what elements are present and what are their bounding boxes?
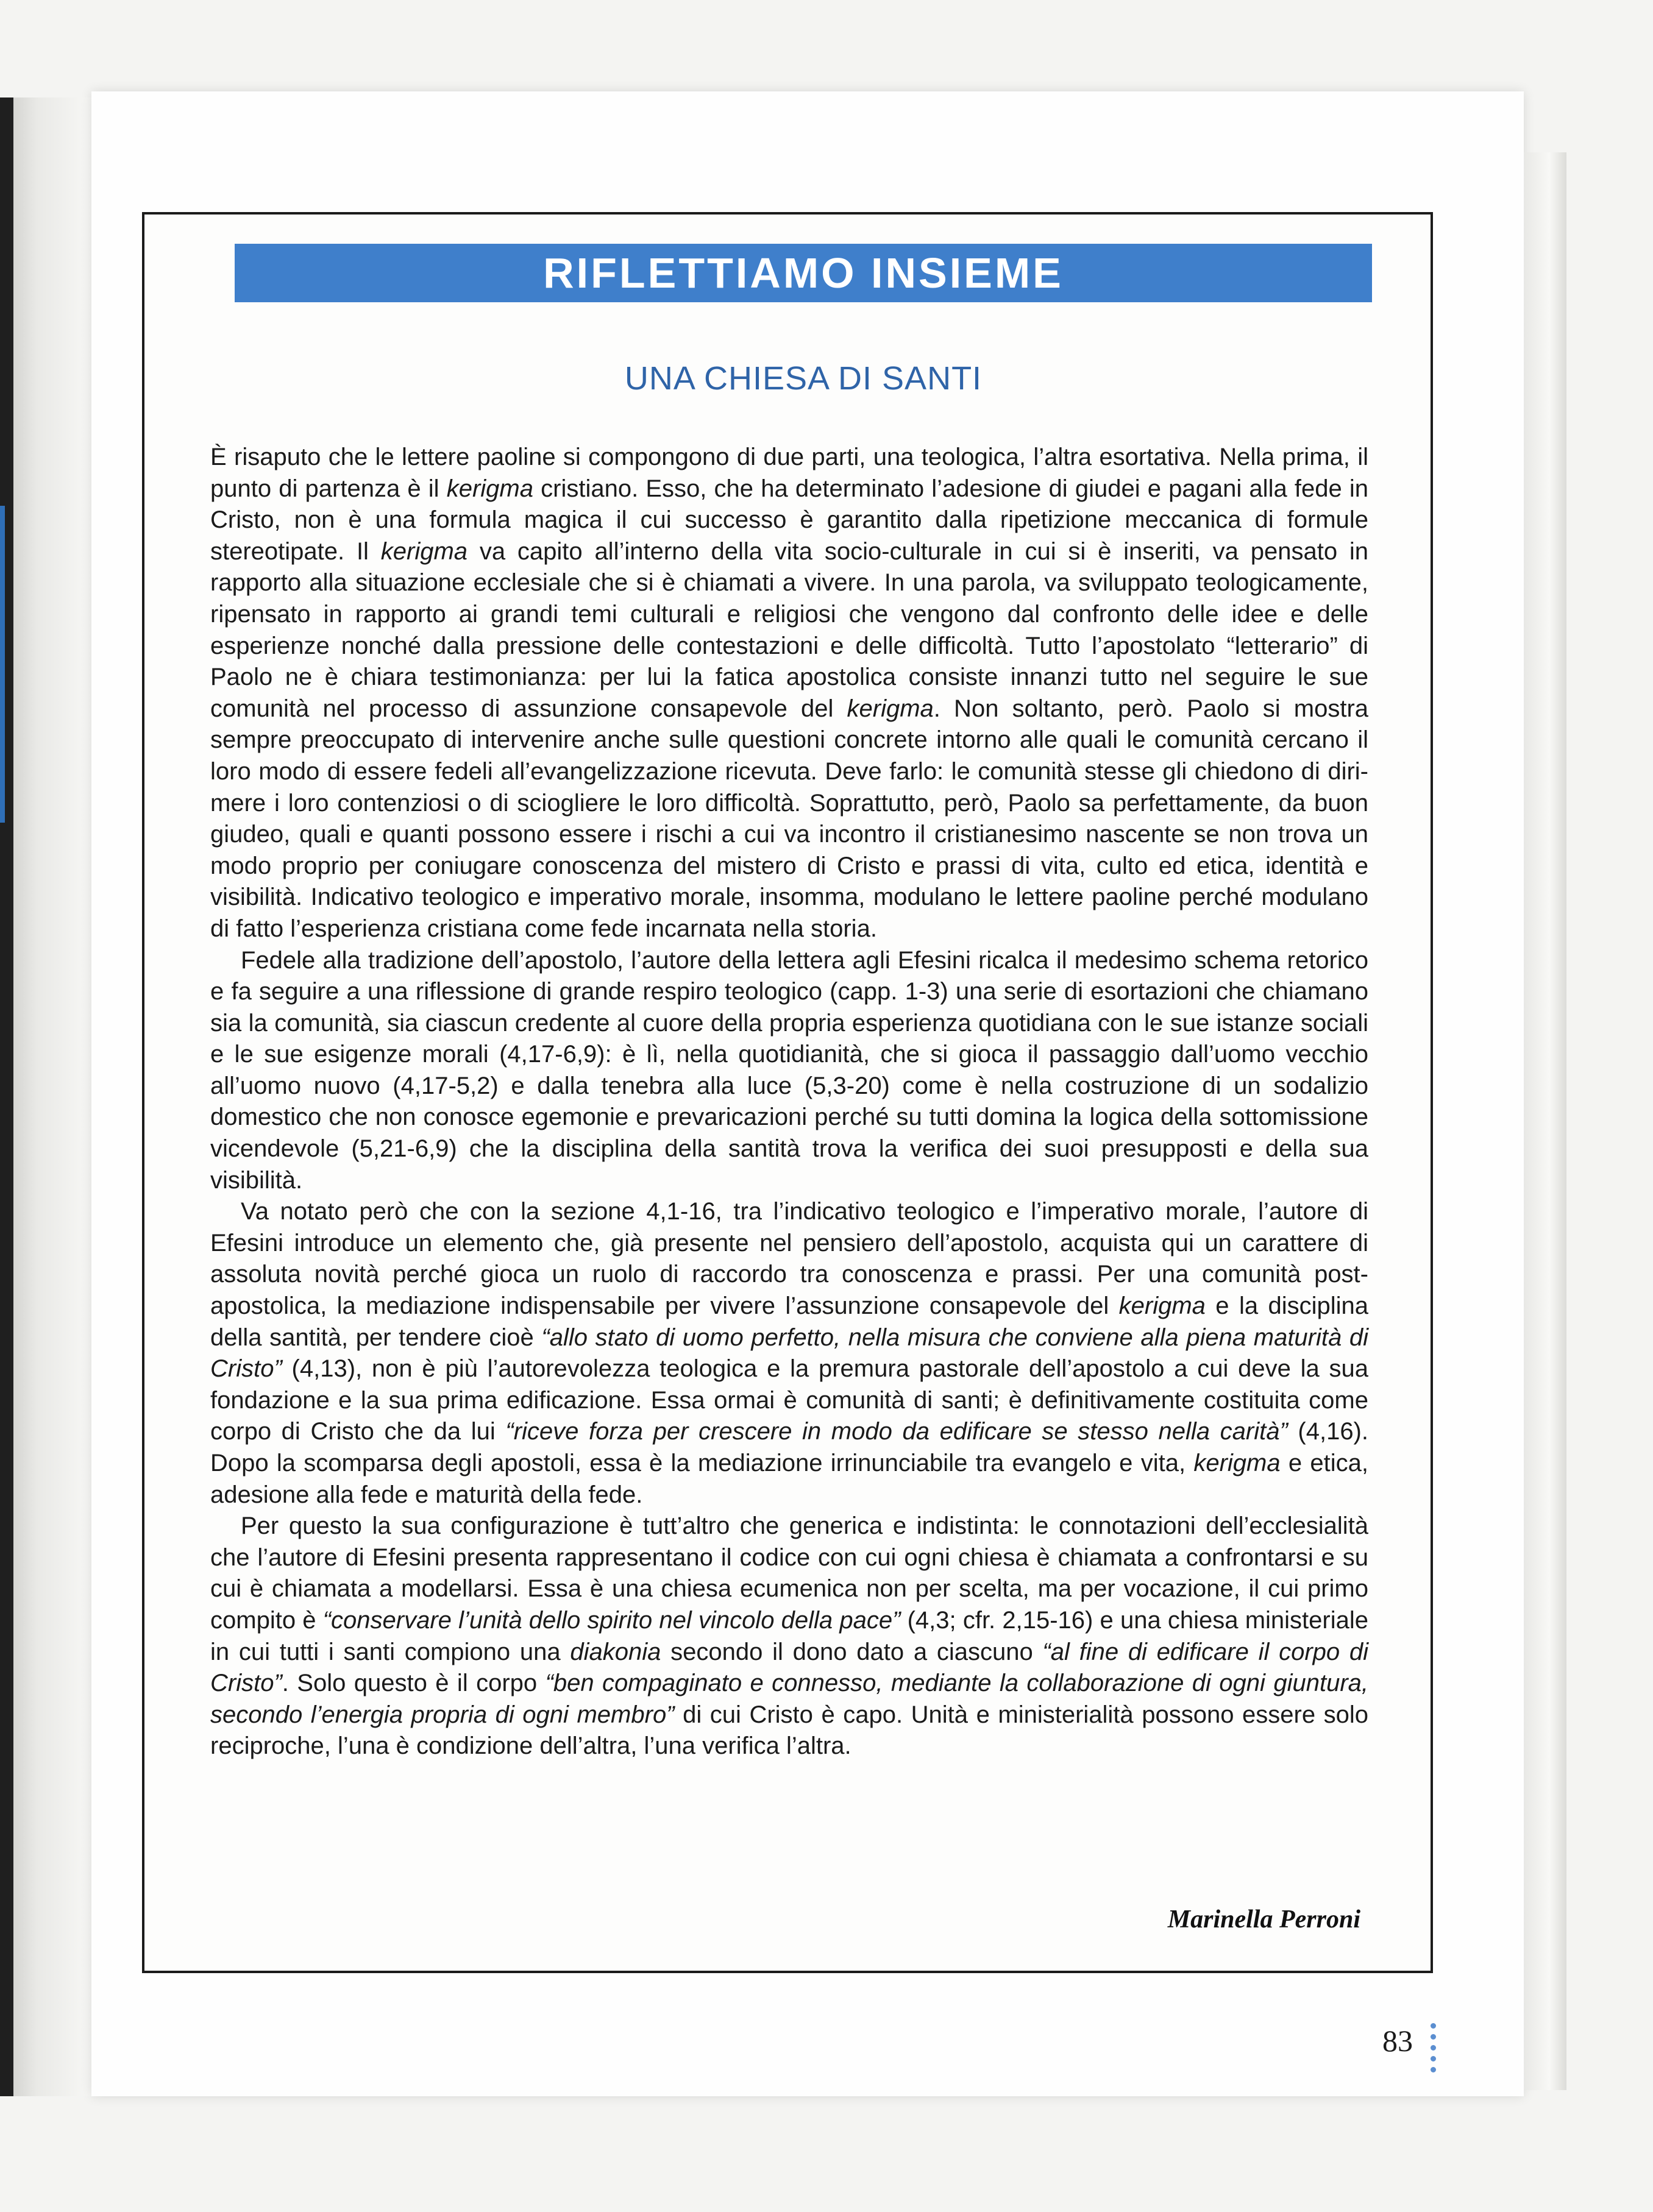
- italic-run: “ben compaginato e connesso, mediante la collaborazione di ogni giuntura, secondo l’energia propria di ogni membro”: [210, 1670, 1368, 1728]
- section-title: RIFLETTIAMO INSIEME: [543, 249, 1064, 297]
- book-binding-shadow: [0, 97, 13, 2096]
- author-signature: Marinella Perroni: [1167, 1905, 1360, 1934]
- italic-run: kerigma: [446, 475, 533, 502]
- paragraph: Va notato però che con la sezione 4,1-16, tra l’indicativo teologico e l’imperativo morale, l’autore di Efesini introduce un elemento che, già presente nel pensiero dell’apostolo, acquista qui un carattere di assoluta novità perché gioca un ruolo di raccordo tra conoscenza e prassi. Per una comunità post-apostolica, la mediazione indispensabile per vivere l’assunzione consapevole del kerigma e la disciplina della santità, per tendere cioè “allo stato di uomo perfetto, nella misura che conviene alla piena maturità di Cristo” (4,13), non è più l’autorevolezza teologica e la premura pastorale dell’apostolo a cui deve la sua fondazione e la sua prima edificazione. Essa ormai è comunità di santi; è definitivamente costituita come corpo di Cristo che da lui “riceve forza per crescere in modo da edificare se stesso nella carità” (4,16). Dopo la scomparsa degli apostoli, essa è la mediazione irrinunciabile tra evangelo e vita, kerigma e etica, adesione alla fede e maturità della fede.: [210, 1198, 1369, 1508]
- paragraph: Per questo la sua configurazione è tutt’altro che generica e indistinta: le connotazioni dell’ecclesialità che l’autore di Efesini presenta rappresentano il codice con cui ogni chiesa è chiamata a confrontarsi e su cui è chiamata a modellarsi. Essa è una chiesa ecumenica non per scelta, ma per vocazione, il cui primo compito è “conservare l’unità dello spirito nel vincolo della pace” (4,3; cfr. 2,15-16) e una chiesa ministeriale in cui tutti i santi compiono una diakonia secondo il dono dato a ciascuno “al fine di edificare il corpo di Cristo”. Solo questo è il corpo “ben compaginato e connesso, mediante la collaborazione di ogni giuntura, secondo l’energia propria di ogni membro” di cui Cristo è capo. Unità e ministerialità possono essere solo reciproche, l’una è condizione dell’altra, l’una verifica l’altra.: [210, 1512, 1369, 1760]
- italic-run: “conservare l’unità dello spirito nel vincolo della pace”: [322, 1606, 901, 1634]
- page-number: 83: [1382, 2024, 1413, 2058]
- article-title: UNA CHIESA DI SANTI: [624, 360, 983, 397]
- paragraph: È risaputo che le lettere paoline si compongono di due parti, una teologica, l’altra esortativa. Nella prima, il punto di partenza è il kerigma cristiano. Esso, che ha determinato l’adesione di giudei e pagani alla fede in Cristo, non è una formula magica il cui successo è garantito dalla ripetizione meccanica di formule stereotipate. Il kerigma va capito all’interno della vita socio-culturale in cui si è inseriti, va pensato in rapporto alla situazione ecclesiale che si è chiamati a vivere. In una parola, va sviluppato teologicamente, ripensato in rapporto ai grandi temi culturali e religiosi che vengono dal confronto delle idee e delle esperienze nonché dalla pressione delle contestazioni e delle difficoltà. Tutto l’apostolato “letterario” di Paolo ne è chiara testimonianza: per lui la fatica apostolica consiste innanzi tutto nel seguire le sue comunità nel processo di assunzione consapevole del kerigma. Non soltanto, però. Paolo si mostra sempre preoccupato di intervenire anche sulle questioni concrete intorno alle quali le comunità cercano il loro modo di essere fedeli all’evangelizzazione ricevuta. Deve farlo: le comunità stesse gli chiedono di dirimere i loro contenziosi o di sciogliere le loro difficoltà. Soprattutto, però, Paolo sa perfettamente, da buon giudeo, quali e quanti possono essere i rischi a cui va incontro il cristianesimo nascente se non trova un modo proprio per coniugare conoscenza del mistero di Cristo e prassi di vita, culto ed etica, identità e visibilità. Indicativo teologico e imperativo morale, insomma, modulano le lettere paoline perché modulano di fatto l’esperienza cristiana come fede incarnata nella storia.: [210, 444, 1369, 942]
- italic-run: “allo stato di uomo perfetto, nella misura che conviene alla piena maturità di Cristo”: [210, 1324, 1368, 1383]
- page-stack-edge: [1524, 152, 1566, 2090]
- italic-run: kerigma: [1118, 1292, 1206, 1320]
- italic-run: diakonia: [570, 1638, 661, 1665]
- book-binding-left: [0, 97, 91, 2096]
- italic-run: kerigma: [1193, 1450, 1281, 1476]
- section-header-band: [235, 244, 1372, 302]
- page-number-dots: [1431, 2023, 1437, 2072]
- article-body: [210, 442, 1368, 1762]
- paragraph: Fedele alla tradizione dell’apostolo, l’autore della lettera agli Efesini ricalca il medesimo schema retorico e fa seguire a una riflessione di grande respiro teologico (capp. 1-3) una serie di esortazioni che chiamano sia la comunità, sia ciascun credente al cuore della propria esperienza quotidiana con le sue istanze sociali e le sue esigenze morali (4,17-6,9): è lì, nella quotidianità, che si gioca il passaggio dall’uomo vecchio all’uomo nuovo (4,17-5,2) e dalla tenebra alla luce (5,3-20) come è nella costruzione di un sodalizio domestico che non conosce egemonie e prevaricazioni perché su tutti domina la logica della sottomissione vicendevole (5,21-6,9) che la disciplina della santità trova la verifica dei suoi presupposti e della sua visibilità.: [210, 946, 1368, 1194]
- italic-run: “riceve forza per crescere in modo da edificare se stesso nella carità”: [505, 1418, 1288, 1445]
- italic-run: kerigma: [847, 695, 934, 722]
- italic-run: kerigma: [380, 537, 468, 565]
- italic-run: “al fine di edificare il corpo di Cristo”: [210, 1638, 1369, 1697]
- facing-page-edge: [0, 506, 5, 823]
